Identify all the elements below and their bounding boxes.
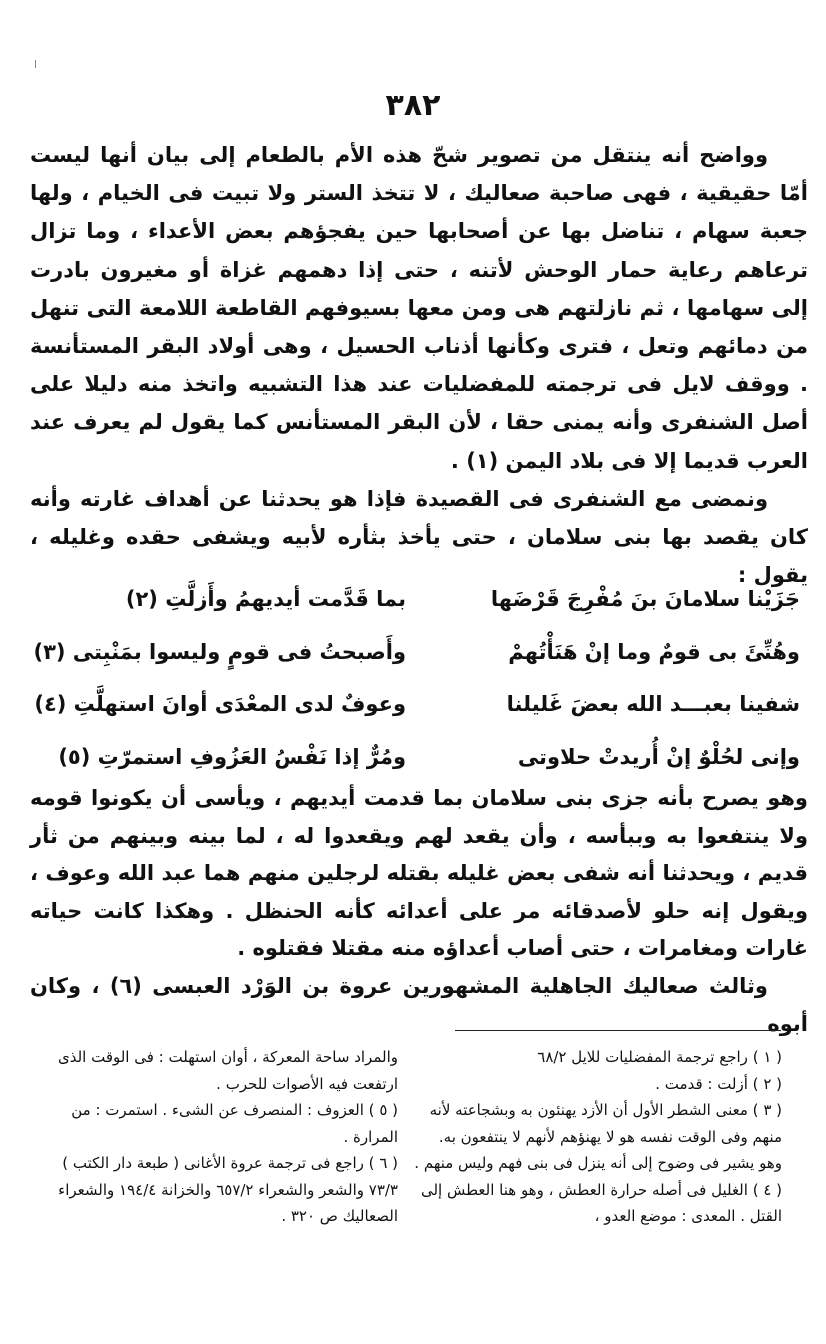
body-text-top bbox=[30, 136, 808, 594]
verse-second-hemistich: بما قَدَّمت أيديهمُ وأَزلَّتِ (٢) bbox=[125, 587, 406, 612]
poem-verse bbox=[30, 678, 808, 731]
footnote: ( ٦ ) راجع فى ترجمة عروة الأغانى ( طبعة دار الكتب ) ٧٣/٣ والشعر والشعراء ٦٥٧/٢ والخزانة ١٩٤/٤ والشعراء الصعاليك ص ٣٢٠ . bbox=[58, 1154, 398, 1225]
verse-second-hemistich: وأَصبحتُ فى قومٍ وليسوا بمَنْبِتى (٣) bbox=[33, 639, 406, 664]
page-number: ٣٨٢ bbox=[385, 88, 441, 123]
footnote: ( ٤ ) الغليل فى أصله حرارة العطش ، وهو هنا العطش إلى القتل . المعدى : موضع العدو ، bbox=[420, 1180, 782, 1225]
poem bbox=[30, 573, 808, 783]
paragraph: وهو يصرح بأنه جزى بنى سلامان بما قدمت أيديهم ، ويأسى أن يكونوا قومه ولا ينتفعوا به وببأسه ، وأن يقعد لهم ويقعدوا له ، لما بينه وبينهم من ثأر قديم ، ويحدثنا أنه شفى بعض غليله بقتله لرجلين منهم هما عبد الله وعوف ، ويقول إنه حلو لأصدقائه مر على أعدائه كأنه الحنظل . وهكذا كانت حياته غارات ومغامرات ، حتى أصاب أعداؤه منه مقتلا فقتلوه . bbox=[30, 786, 808, 961]
verse-first-hemistich: شفينا بعبـــد الله بعضَ غَليلنا bbox=[506, 692, 800, 717]
footnote: ( ١ ) راجع ترجمة المفضليات للايل ٦٨/٢ bbox=[537, 1048, 782, 1066]
body-text-bottom bbox=[30, 780, 808, 1043]
paragraph: وواضح أنه ينتقل من تصوير شحّ هذه الأم بالطعام إلى بيان أنها ليست أمّا حقيقية ، فهى صاحبة صعاليك ، لا تتخذ الستر ولا تبيت فى الخيام ، ولها جعبة سهام ، تناضل بها عن أصحابها حين يفجؤهم بعض الأعداء ، وما تزال ترعاهم رعاية حمار الوحش لأتنه ، حتى إذا دهمهم غزاة أو مغيرون بادرت إلى سهامها ، ثم نازلتهم هى ومن معها بسيوفهم القاطعة اللامعة التى تنهل من دمائهم وتعل ، فترى وكأنها أذناب الحسيل ، وهى أولاد البقر المستأنسة . ووقف لايل فى ترجمته للمفضليات عند هذا التشبيه واتخذ منه دليلا على أصل الشنفرى وأنه يمنى حقا ، لأن البقر المستأنس كما يقول لم يعرف عند العرب قديما إلا فى بلاد اليمن (١) . bbox=[30, 143, 808, 473]
footnote: ( ٣ ) معنى الشطر الأول أن الأزد يهنئون به وبشجاعته لأنه منهم وفى الوقت نفسه هو لا يهنؤهم لأنهم لا ينتفعون به. وهو يشير فى وضوح إلى أنه ينزل فى بنى فهم وليس منهم . bbox=[414, 1101, 782, 1172]
footnote-divider bbox=[455, 1030, 781, 1031]
verse-first-hemistich: وإنى لحُلْوٌ إنْ أُريدتْ حلاوتى bbox=[517, 744, 800, 769]
poem-verse bbox=[30, 731, 808, 784]
poem-verse bbox=[30, 626, 808, 679]
verse-first-hemistich: جَزَيْنا سلامانَ بنَ مُفْرِجَ قَرْضَها bbox=[490, 587, 800, 612]
footnote: ( ٢ ) أزلت : قدمت . bbox=[655, 1074, 782, 1093]
paragraph: ونمضى مع الشنفرى فى القصيدة فإذا هو يحدثنا عن أهداف غارته وأنه كان يقصد بها بنى سلامان ، حتى يأخذ بثأره لأبيه ويشفى حقده وغليله ، يقول : bbox=[30, 486, 808, 588]
poem-verse bbox=[30, 573, 808, 626]
scan-mark bbox=[35, 60, 36, 68]
footnote: ( ٥ ) العزوف : المنصرف عن الشىء . استمرت : من المرارة . bbox=[71, 1101, 398, 1146]
verse-second-hemistich: وعوفٌ لدى المعْدَى أوانَ استهلَّتِ (٤) bbox=[34, 692, 406, 717]
footnotes-left-column bbox=[46, 1044, 398, 1230]
footnote: والمراد ساحة المعركة ، أوان استهلت : فى الوقت الذى ارتفعت فيه الأصوات للحرب . bbox=[57, 1048, 398, 1093]
verse-second-hemistich: ومُرٌّ إذا نَفْسُ العَزُوفِ استمرّتِ (٥) bbox=[58, 744, 406, 769]
footnotes-right-column bbox=[412, 1044, 782, 1230]
paragraph: وثالث صعاليك الجاهلية المشهورين عروة بن الوَرْد العبسى (٦) ، وكان أبوه bbox=[30, 973, 808, 1036]
verse-first-hemistich: وهُنِّئَ بى قومٌ وما إنْ هَنَأْتُهمْ bbox=[508, 639, 800, 664]
